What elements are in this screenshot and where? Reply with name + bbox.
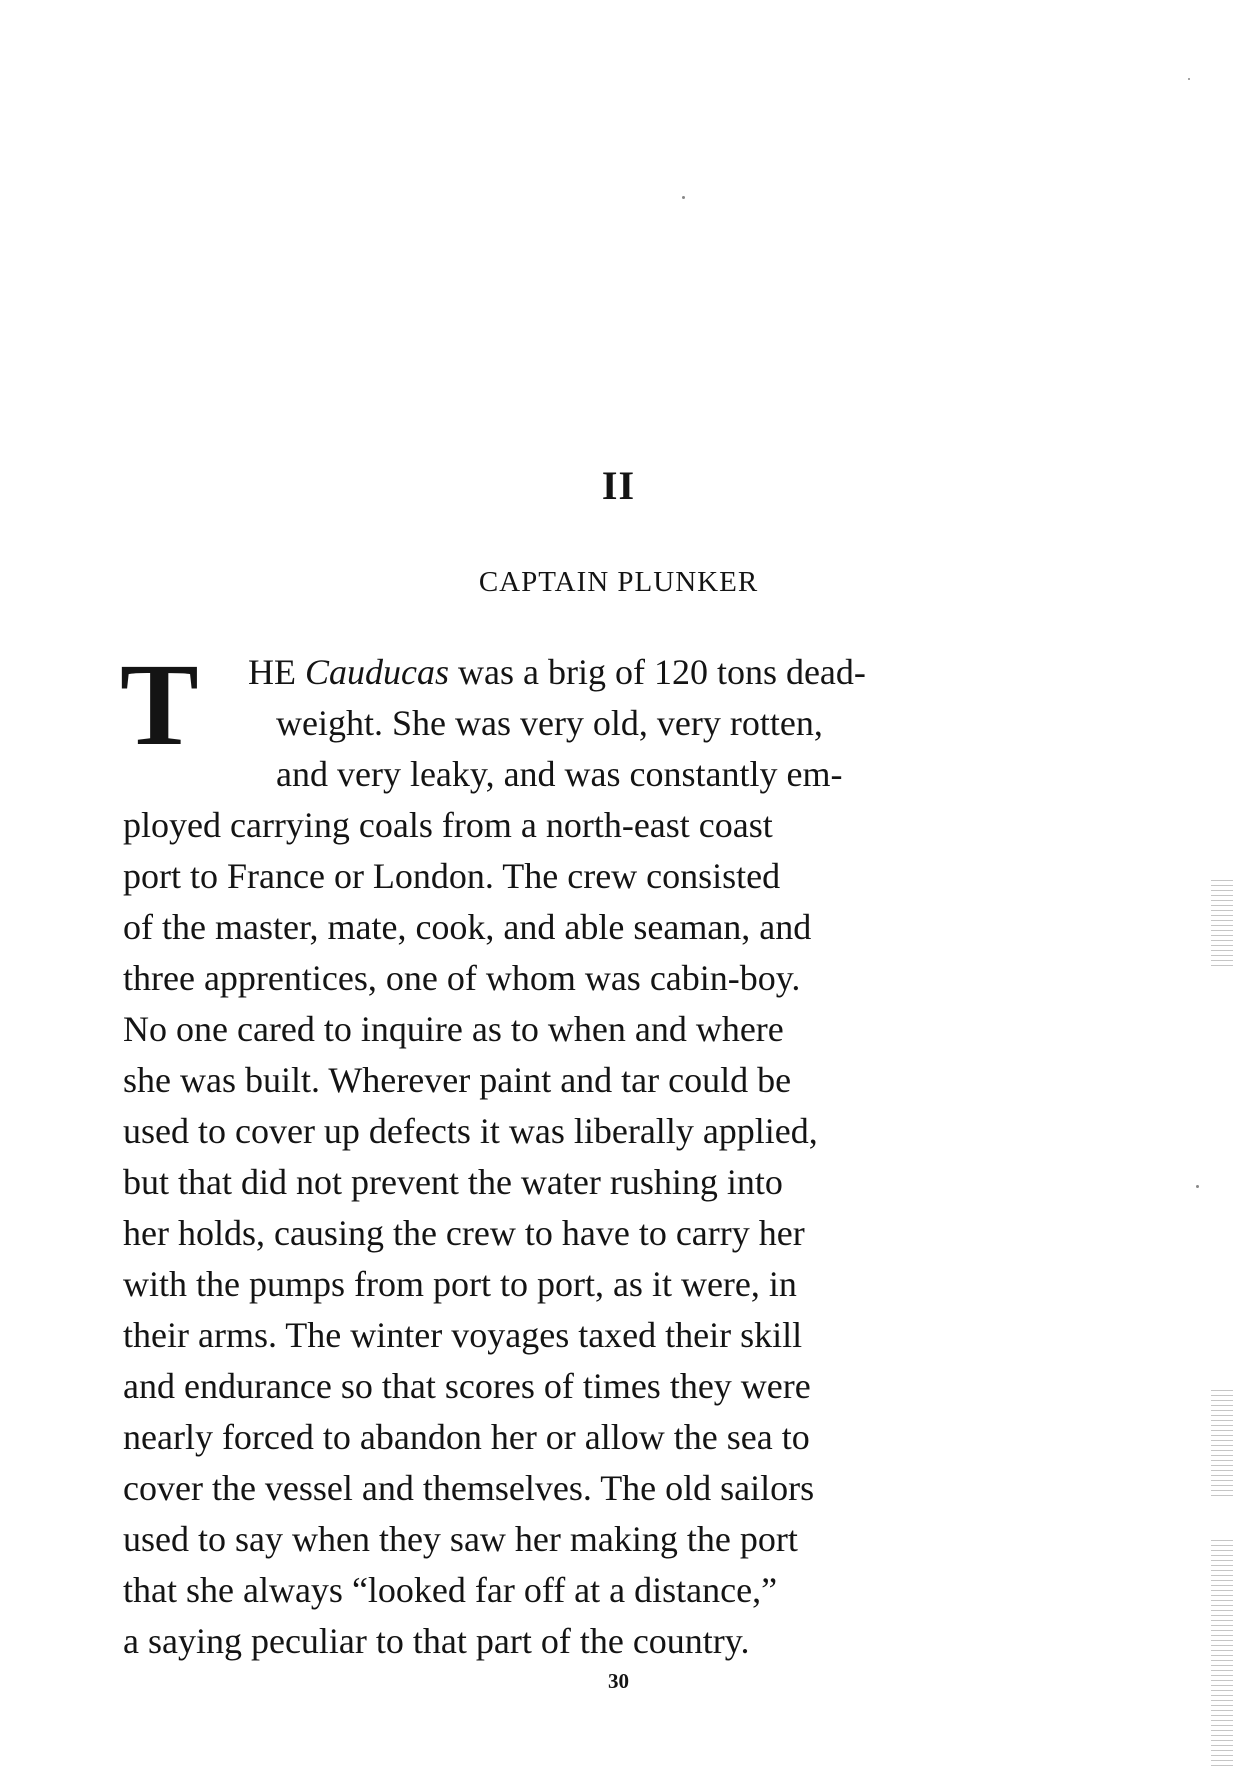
scan-speck: [1196, 1185, 1199, 1188]
text-line: with the pumps from port to port, as it were, in: [123, 1264, 797, 1304]
text-line: used to say when they saw her making the port: [123, 1519, 798, 1559]
scan-edge-noise: [1211, 880, 1233, 970]
text-line: nearly forced to abandon her or allow the sea to: [123, 1417, 810, 1457]
text-line: and very leaky, and was constantly em-: [276, 754, 843, 794]
text-line: [248, 650, 1083, 694]
text-line: ployed carrying coals from a north-east coast: [123, 805, 773, 845]
text-line: port to France or London. The crew consisted: [123, 856, 781, 896]
drop-cap: T: [120, 639, 199, 770]
text-line: but that did not prevent the water rushing into: [123, 1162, 783, 1202]
scan-edge-noise: [1211, 1390, 1233, 1500]
scan-speck: [1188, 78, 1190, 80]
text-line: weight. She was very old, very rotten,: [276, 703, 823, 743]
chapter-title: CAPTAIN PLUNKER: [478, 566, 759, 598]
text-line: their arms. The winter voyages taxed their skill: [123, 1315, 803, 1355]
text-line: No one cared to inquire as to when and where: [123, 1009, 784, 1049]
text-line: of the master, mate, cook, and able seaman, and: [123, 907, 812, 947]
text-line: and endurance so that scores of times they were: [123, 1366, 811, 1406]
text-line: three apprentices, one of whom was cabin-boy.: [123, 958, 801, 998]
text-line: she was built. Wherever paint and tar could be: [123, 1060, 792, 1100]
scan-edge-noise: [1211, 1540, 1233, 1770]
text-line: that she always “looked far off at a distance,”: [123, 1570, 778, 1610]
text-segment: HE: [248, 652, 305, 692]
text-line: used to cover up defects it was liberally applied,: [123, 1111, 818, 1151]
page-number: 30: [608, 1669, 629, 1693]
chapter-number: II: [601, 463, 636, 508]
text-segment: was a brig of 120 tons dead-: [449, 652, 866, 692]
scan-speck: [682, 196, 685, 199]
ship-name: Cauducas: [305, 652, 449, 692]
text-line: her holds, causing the crew to have to carry her: [123, 1213, 805, 1253]
text-line: a saying peculiar to that part of the country.: [123, 1621, 750, 1661]
text-line: cover the vessel and themselves. The old sailors: [123, 1468, 815, 1508]
